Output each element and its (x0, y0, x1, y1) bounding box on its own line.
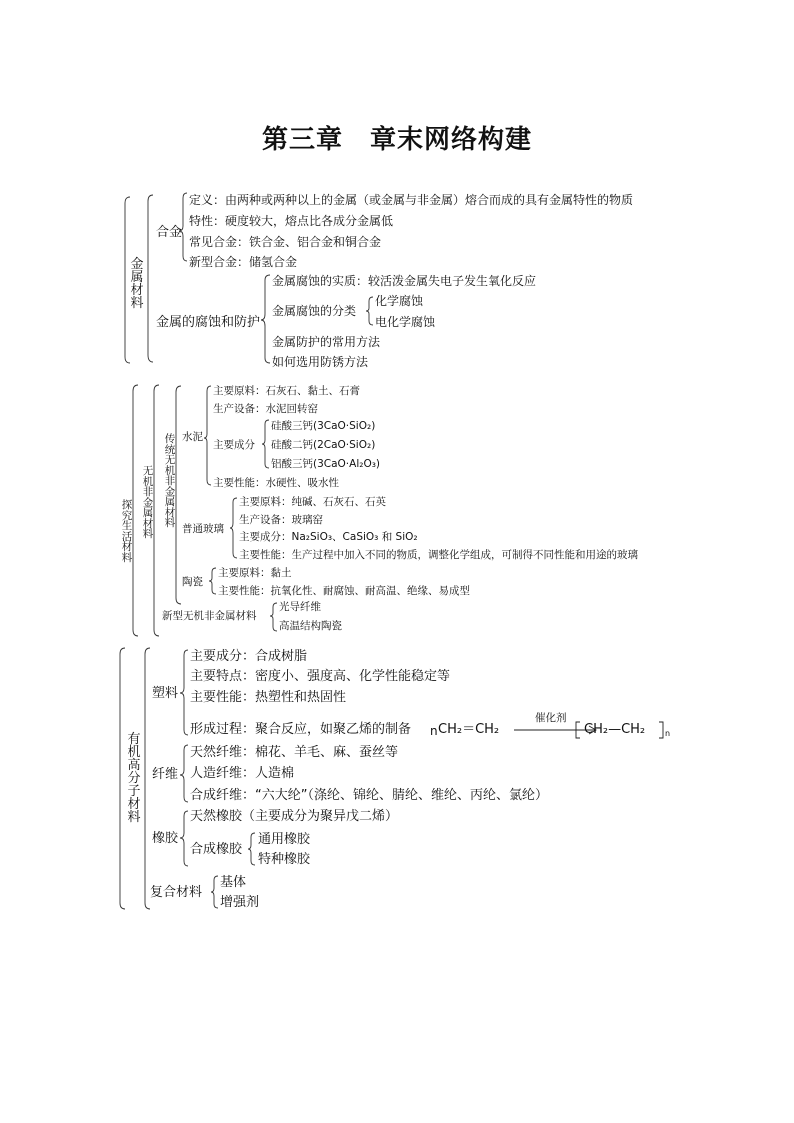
metal-label: 金 属 材 料 (130, 257, 144, 311)
cement-comp-label: 主要成分 (213, 439, 255, 451)
bracket-corrosion (261, 275, 270, 363)
glass-label: 普通玻璃 (182, 523, 224, 535)
cement-equipment: 生产设备：水泥回转窑 (213, 403, 318, 415)
eq-rhs-n: n (665, 729, 671, 738)
cement-raw: 主要原料：石灰石、黏土、石膏 (213, 385, 360, 397)
organic-label: 有 机 高 分 子 材 料 (127, 732, 141, 825)
cement-comp-3: 铝酸三钙(3CaO·Al₂O₃) (271, 458, 381, 470)
bracket-new (270, 603, 277, 631)
composite-label: 复合材料 (150, 885, 203, 900)
alloy-property: 特性：硬度较大，熔点比各成分金属低 (189, 214, 394, 228)
ceramic-raw: 主要原料：黏土 (218, 567, 292, 579)
high-temp-ceramic: 高温结构陶瓷 (279, 620, 342, 632)
alloy-label: 合金 (156, 225, 183, 240)
fiber-label: 纤维 (152, 767, 179, 782)
bracket-organic (145, 648, 150, 909)
eq-rhs: CH₂—CH₂ (584, 722, 646, 737)
bracket-composite (211, 876, 218, 908)
plastic-formation: 形成过程：聚合反应，如聚乙烯的制备 (190, 722, 412, 737)
new-inorganic-label: 新型无机非金属材料 (162, 610, 257, 622)
bracket-cement-comp (262, 420, 269, 468)
bracket-glass (230, 498, 237, 558)
optical-fiber: 光导纤维 (279, 601, 321, 613)
glass-property: 主要性能：生产过程中加入不同的物质，调整化学组成，可制得不同性能和用途的玻璃 (239, 549, 638, 561)
bracket-fiber (180, 745, 188, 802)
glass-equipment: 生产设备：玻璃窑 (239, 514, 323, 526)
ceramic-property: 主要性能：抗氧化性、耐腐蚀、耐高温、绝缘、易成型 (218, 585, 470, 597)
synthetic-fiber: 合成纤维：“六大纶”（涤纶、锦纶、腈纶、维纶、丙纶、氯纶） (190, 788, 548, 803)
corrosion-classify-label: 金属腐蚀的分类 (272, 304, 357, 318)
life-label: 探 究 生 活 材 料 (121, 499, 133, 564)
cement-property: 主要性能：水硬性、吸水性 (213, 477, 339, 489)
corrosion-essence: 金属腐蚀的实质：较活泼金属失电子发生氧化反应 (272, 274, 537, 288)
page-title: 第三章 章末网络构建 (261, 125, 532, 155)
artificial-fiber: 人造纤维：人造棉 (190, 766, 295, 781)
eq-catalyst: 催化剂 (535, 712, 567, 724)
bracket-rubber (180, 811, 188, 866)
plastic-comp: 主要成分：合成树脂 (190, 649, 308, 664)
eq-lhs-n: n (430, 724, 438, 738)
ceramic-label: 陶瓷 (182, 576, 203, 588)
alloy-definition: 定义：由两种或两种以上的金属（或金属与非金属）熔合而成的具有金属特性的物质 (189, 193, 634, 207)
glass-raw: 主要原料：纯碱、石灰石、石英 (239, 496, 386, 508)
general-rubber: 通用橡胶 (258, 832, 311, 847)
composite-reinforcement: 增强剂 (220, 895, 260, 910)
corrosion-rust: 如何选用防锈方法 (272, 355, 369, 369)
composite-matrix: 基体 (220, 875, 247, 890)
eq-lhs: CH₂＝CH₂ (438, 722, 500, 737)
natural-rubber: 天然橡胶（主要成分为聚异戊二烯） (190, 809, 399, 824)
cement-comp-2: 硅酸二钙(2CaO·SiO₂) (271, 439, 376, 451)
synthetic-rubber-label: 合成橡胶 (190, 842, 243, 857)
plastic-feature: 主要特点：密度小、强度高、化学性能稳定等 (190, 669, 451, 684)
rubber-label: 橡胶 (152, 831, 179, 846)
chemical-corrosion: 化学腐蚀 (375, 294, 424, 308)
plastic-property: 主要性能：热塑性和热固性 (190, 690, 347, 705)
bracket-cement (204, 386, 211, 485)
bracket-plastic (180, 650, 188, 735)
natural-fiber: 天然纤维：棉花、羊毛、麻、蚕丝等 (190, 745, 399, 760)
cement-label: 水泥 (182, 431, 203, 443)
special-rubber: 特种橡胶 (258, 852, 311, 867)
bracket-ceramic (209, 568, 216, 594)
alloy-new: 新型合金：储氢合金 (189, 255, 298, 269)
poly-bracket-right (659, 722, 663, 738)
alloy-common: 常见合金：铁合金、铝合金和铜合金 (189, 235, 382, 249)
glass-comp: 主要成分：Na₂SiO₃、CaSiO₃ 和 SiO₂ (239, 531, 418, 543)
plastic-label: 塑料 (152, 686, 179, 701)
bracket-synthetic (248, 833, 255, 865)
cement-comp-1: 硅酸三钙(3CaO·SiO₂) (271, 420, 376, 432)
bracket-metal (148, 195, 153, 362)
electrochemical-corrosion: 电化学腐蚀 (375, 315, 436, 329)
inorganic-label: 无 机 非 金 属 材 料 (142, 465, 154, 540)
corrosion-protect: 金属防护的常用方法 (272, 335, 381, 349)
corrosion-label: 金属的腐蚀和防护 (156, 315, 261, 330)
bracket-classify (366, 297, 373, 325)
traditional-label: 传 统 无 机 非 金 属 材 料 (164, 433, 176, 529)
